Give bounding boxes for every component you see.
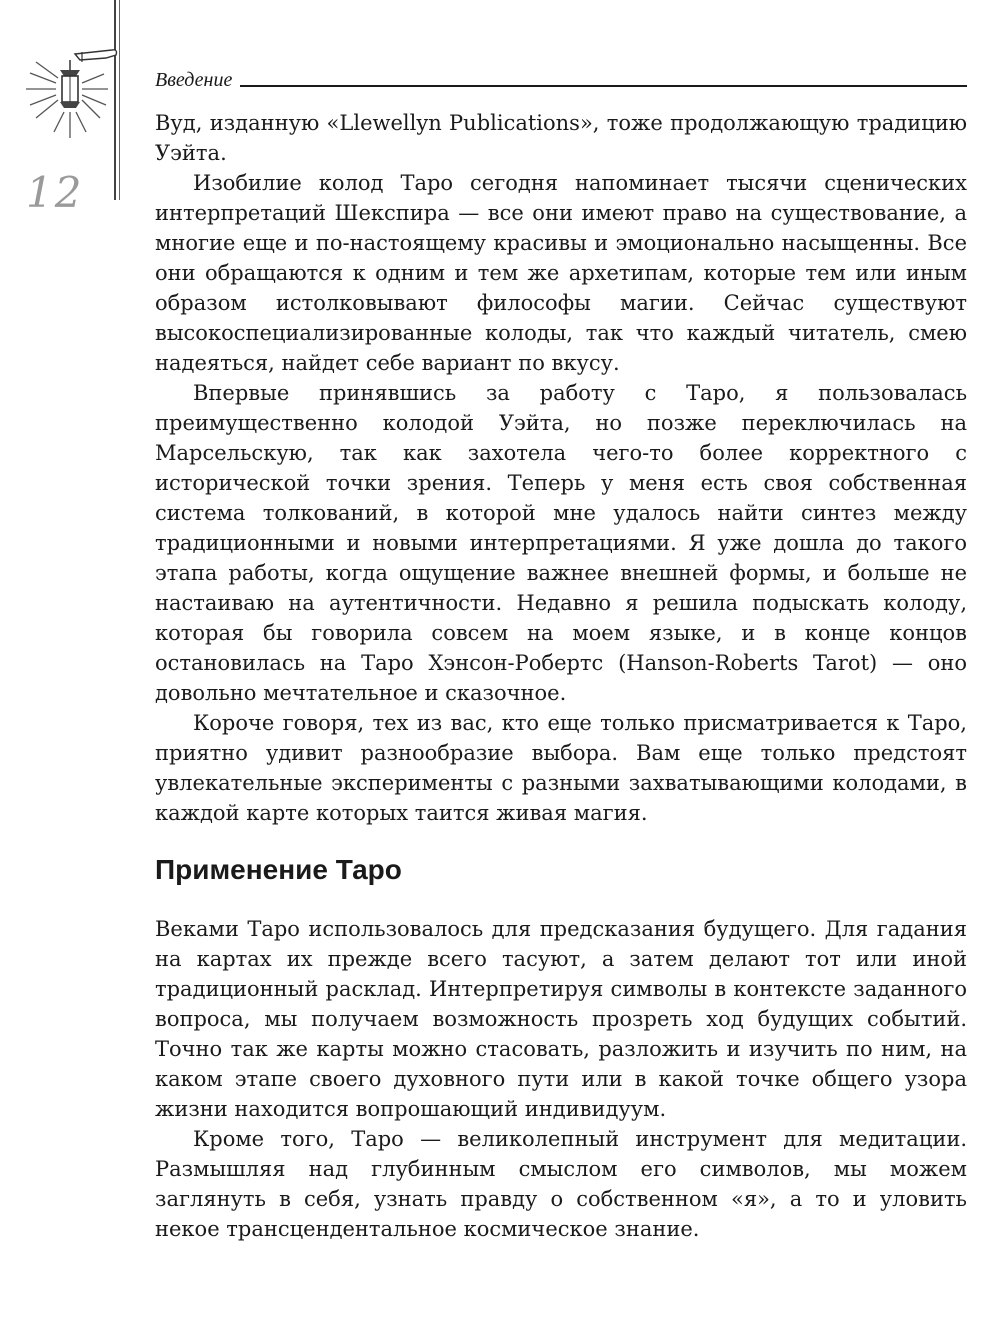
running-head-rule <box>240 85 967 87</box>
hermit-lantern-icon <box>20 40 130 150</box>
body-text <box>155 108 967 828</box>
paragraph: Изобилие колод Таро сегодня напоминает тысячи сценических интерпретаций Шекспира — все они имеют право на существование, а многие еще и по-настоящему красивы и эмоционально насыщенны. Все они обращаются к одним и тем же архетипам, которые тем или иным образом истолковывают философы магии. Сейчас существуют высокоспециализированные колоды, так что каждый читатель, смею надеяться, найдет себе вариант по вкусу. <box>155 171 967 375</box>
section-text <box>155 914 967 1244</box>
paragraph: Кроме того, Таро — великолепный инструмент для медитации. Размышляя над глубинным смыслом его символов, мы можем заглянуть в себя, узнать правду о собственном «я», а то и уловить некое трансцендентальное космическое знание. <box>155 1127 967 1241</box>
running-head-title: Введение <box>155 69 233 91</box>
paragraph: Впервые принявшись за работу с Таро, я пользовалась преимущественно колодой Уэйта, но позже переключилась на Марсельскую, так как захотела чего-то более корректного с исторической точки зрения. Теперь у меня есть своя собственная система толкований, в которой мне удалось найти синтез между традиционными и новыми интерпретациями. Я уже дошла до такого этапа работы, когда ощущение важнее внешней формы, и больше не настаиваю на аутентичности. Недавно я решила подыскать колоду, которая бы говорила совсем на моем языке, и в конце концов остановилась на Таро Хэнсон-Робертс (Hanson-Roberts Tarot) — оно довольно мечтательное и сказочное. <box>155 381 967 705</box>
page-number: 12 <box>26 168 84 217</box>
paragraph: Веками Таро использовалось для предсказания будущего. Для гадания на картах их прежде всего тасуют, а затем делают тот или иной традиционный расклад. Интерпретируя символы в контексте заданного вопроса, мы получаем возможность прозреть ход будущих событий. Точно так же карты можно стасовать, разложить и изучить по ним, на каком этапе своего духовного пути или в какой точке общего узора жизни находится вопрошающий индивидуум. <box>155 917 967 1121</box>
section-heading: Применение Таро <box>155 854 402 885</box>
paragraph: Вуд, изданную «Llewellyn Publications», тоже продолжающую традицию Уэйта. <box>155 111 967 165</box>
running-head <box>155 68 967 92</box>
paragraph: Короче говоря, тех из вас, кто еще только присматривается к Таро, приятно удивит разнообразие выбора. Вам еще только предстоят увлекательные эксперименты с разными захватывающими колодами, в каждой карте которых таится живая магия. <box>155 711 967 825</box>
